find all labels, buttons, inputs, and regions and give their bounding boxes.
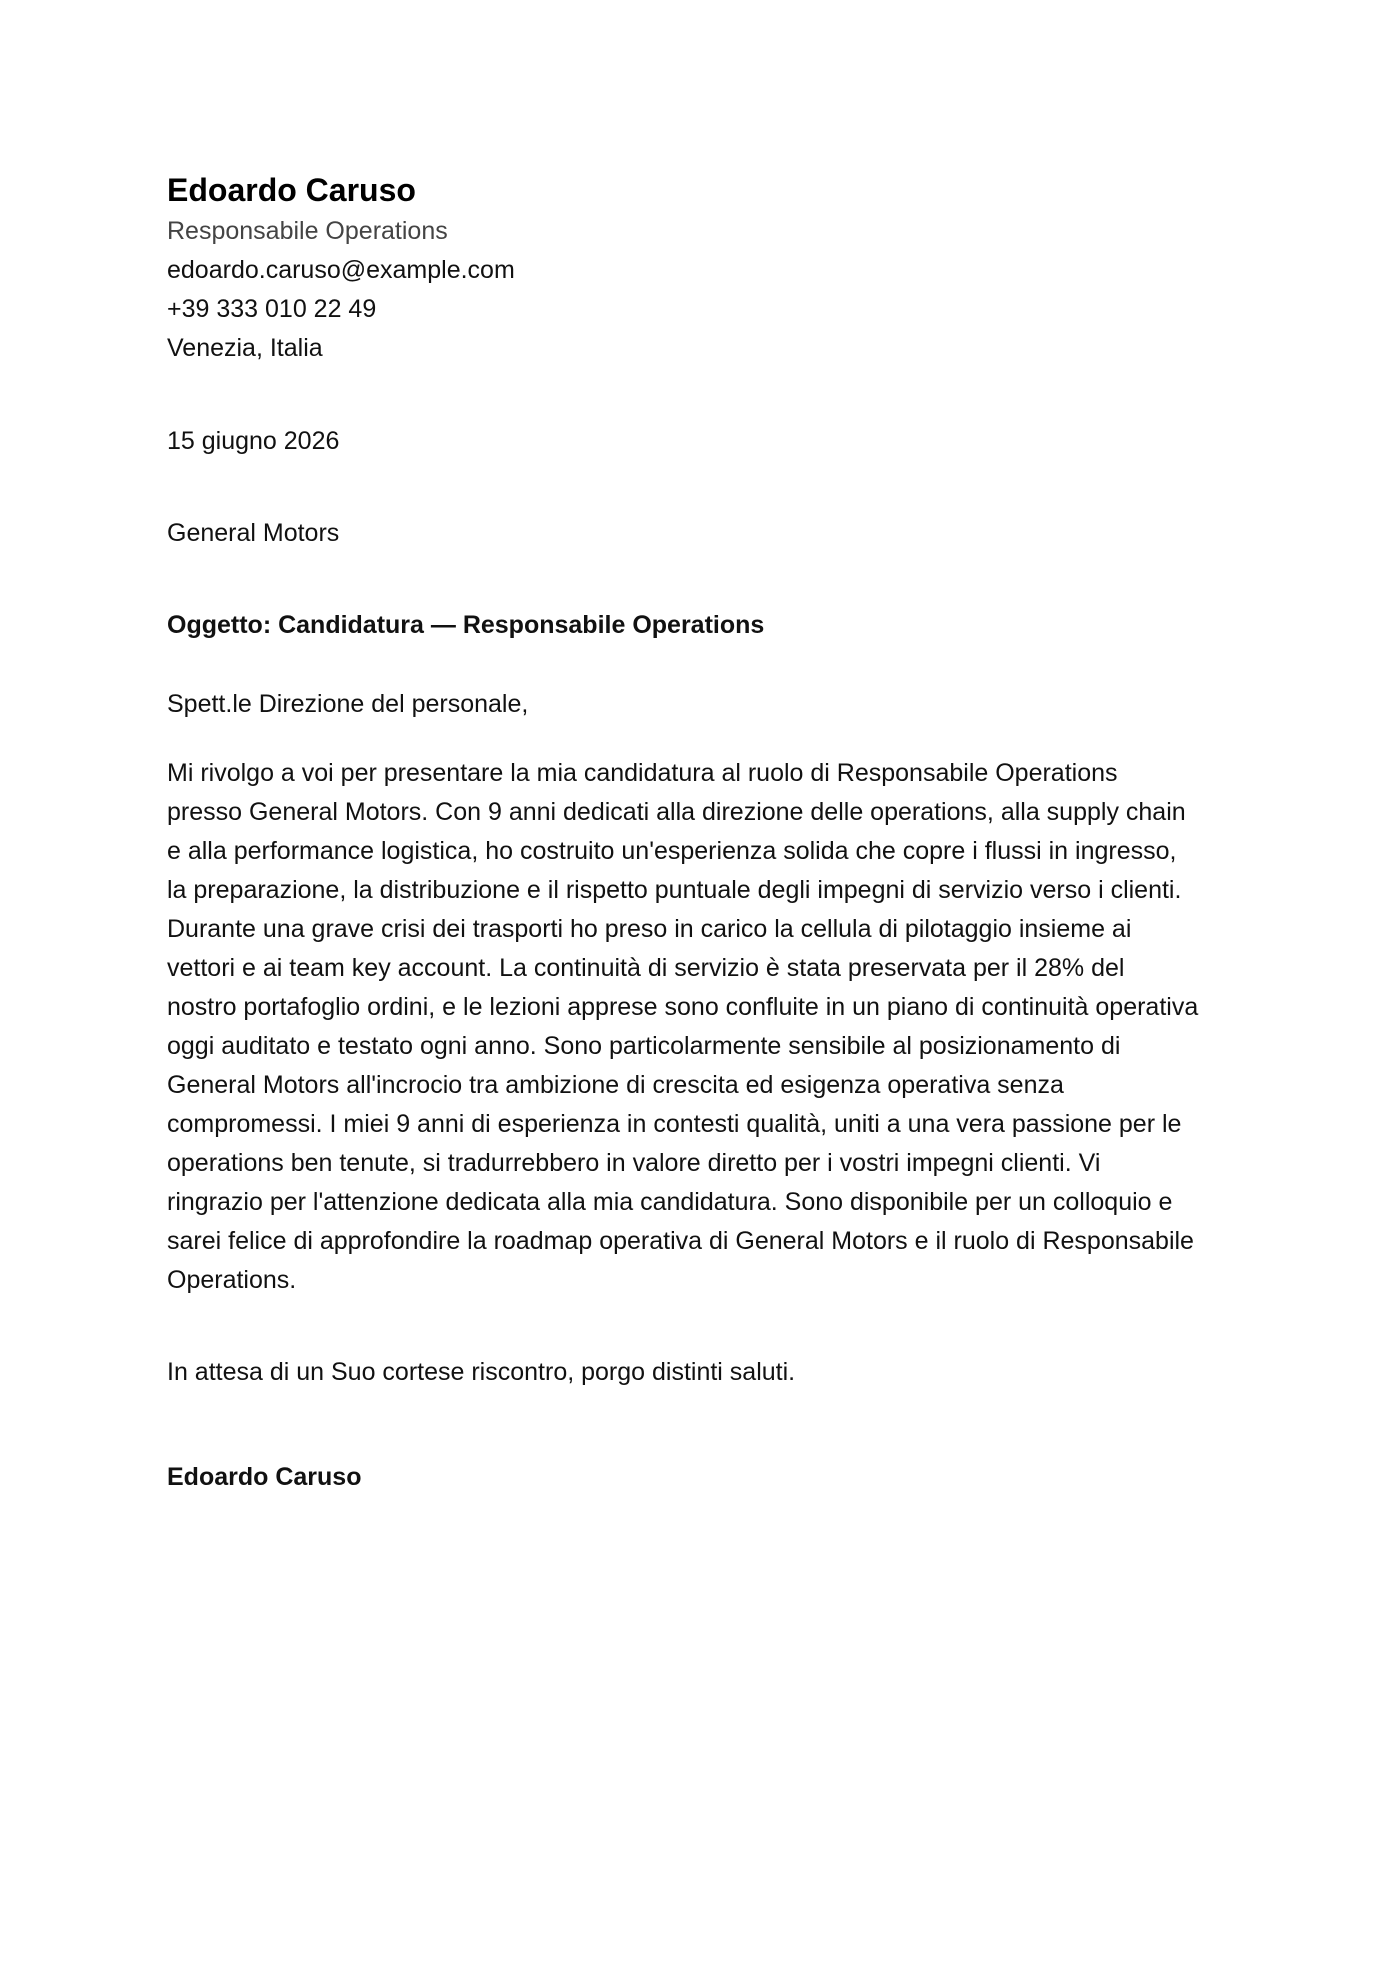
body-line: Operations. xyxy=(167,1266,297,1294)
body-line: sarei felice di approfondire la roadmap operativa di General Motors e il ruolo di Responsabile xyxy=(167,1227,1194,1255)
body-line: Durante una grave crisi dei trasporti ho preso in carico la cellula di pilotaggio insieme ai xyxy=(167,915,1132,943)
letter-date: 15 giugno 2026 xyxy=(167,427,340,455)
letter-body xyxy=(167,754,1247,1300)
salutation: Spett.le Direzione del personale, xyxy=(167,690,529,718)
subject-line: Oggetto: Candidatura — Responsabile Operations xyxy=(167,611,765,639)
sender-location: Venezia, Italia xyxy=(167,334,323,362)
body-line: General Motors all'incrocio tra ambizione di crescita ed esigenza operativa senza xyxy=(167,1071,1064,1099)
sender-phone: +39 333 010 22 49 xyxy=(167,295,377,323)
body-line: la preparazione, la distribuzione e il rispetto puntuale degli impegni di servizio verso i clienti. xyxy=(167,876,1182,904)
body-line: nostro portafoglio ordini, e le lezioni apprese sono confluite in un piano di continuità operativa xyxy=(167,993,1199,1021)
body-line: Mi rivolgo a voi per presentare la mia candidatura al ruolo di Responsabile Operations xyxy=(167,759,1118,787)
sender-title: Responsabile Operations xyxy=(167,217,448,245)
body-line: oggi auditato e testato ogni anno. Sono particolarmente sensibile al posizionamento di xyxy=(167,1032,1121,1060)
body-line: compromessi. I miei 9 anni di esperienza in contesti qualità, uniti a una vera passione per le xyxy=(167,1110,1182,1138)
cover-letter xyxy=(167,168,1247,1497)
body-line: ringrazio per l'attenzione dedicata alla mia candidatura. Sono disponibile per un colloquio e xyxy=(167,1188,1173,1216)
sender-name: Edoardo Caruso xyxy=(167,172,416,208)
body-line: vettori e ai team key account. La continuità di servizio è stata preservata per il 28% del xyxy=(167,954,1125,982)
sender-email: edoardo.caruso@example.com xyxy=(167,256,515,284)
closing-line: In attesa di un Suo cortese riscontro, porgo distinti saluti. xyxy=(167,1358,796,1386)
body-line: operations ben tenute, si tradurrebbero in valore diretto per i vostri impegni clienti. Vi xyxy=(167,1149,1101,1177)
signature: Edoardo Caruso xyxy=(167,1463,362,1491)
body-line: presso General Motors. Con 9 anni dedicati alla direzione delle operations, alla supply chain xyxy=(167,798,1186,826)
body-line: e alla performance logistica, ho costruito un'esperienza solida che copre i flussi in ingresso, xyxy=(167,837,1177,865)
recipient: General Motors xyxy=(167,519,340,547)
